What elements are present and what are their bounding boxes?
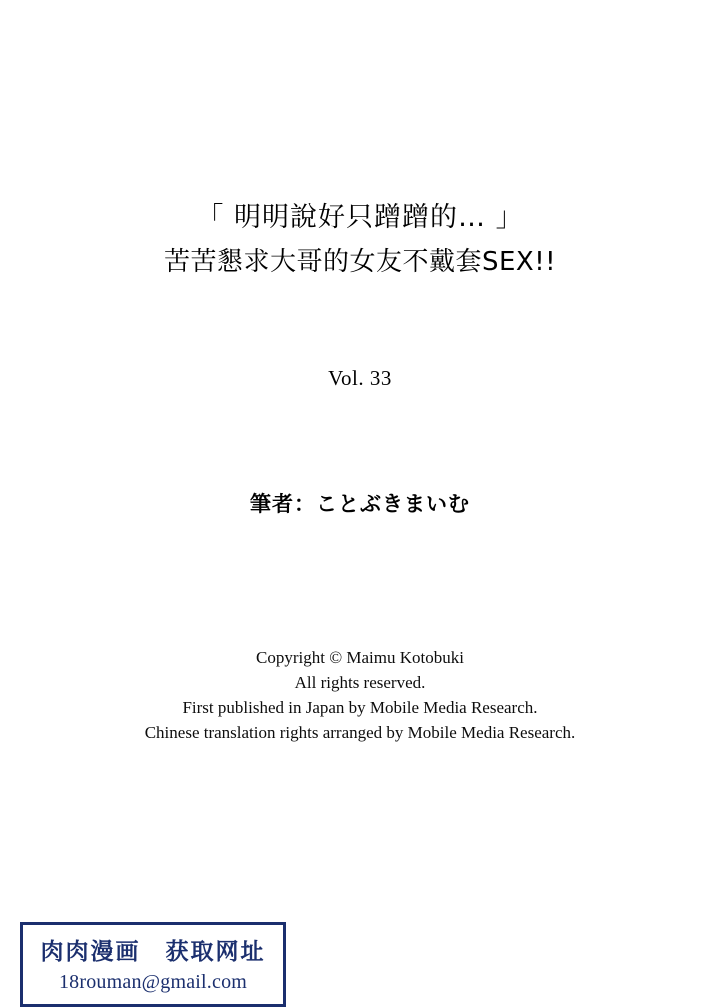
watermark-email: 18rouman@gmail.com: [58, 971, 248, 993]
copyright-line-4: Chinese translation rights arranged by Mobile Media Research.: [144, 723, 576, 742]
copyright-line-3: First published in Japan by Mobile Media Research.: [182, 698, 538, 717]
title-line-2: 苦苦懇求大哥的女友不戴套SEX!!: [163, 247, 557, 277]
copyright-line-2: All rights reserved.: [294, 673, 426, 692]
watermark-box: [20, 922, 286, 1007]
copyright-line-1: Copyright © Maimu Kotobuki: [256, 648, 464, 667]
page-title: [0, 196, 720, 284]
copyright-block: [0, 645, 720, 745]
watermark-site-name: 肉肉漫画 获取网址: [40, 939, 266, 965]
volume-label: Vol. 33: [328, 366, 392, 390]
title-line-1: 「 明明說好只蹭蹭的… 」: [196, 202, 524, 233]
author-label: 筆者：ことぶきまいむ: [250, 492, 470, 516]
